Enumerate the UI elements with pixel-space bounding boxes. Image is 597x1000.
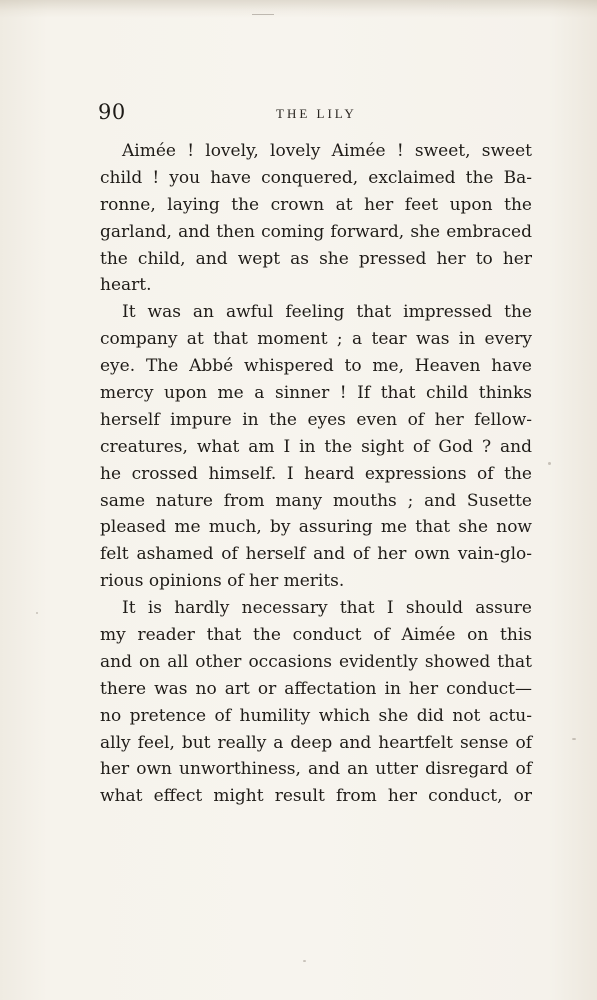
- paper-speck: [36, 612, 38, 614]
- text-line: eye. The Abbé whispered to me, Heaven have: [100, 356, 532, 377]
- text-line: my reader that the conduct of Aimée on this: [100, 625, 532, 646]
- paper-speck: [548, 462, 551, 465]
- text-line: Aimée ! lovely, lovely Aimée ! sweet, sweet: [122, 141, 532, 161]
- text-line: pleased me much, by assuring me that she now: [100, 517, 532, 538]
- text-line: felt ashamed of herself and of her own vain-glo-: [100, 544, 532, 565]
- text-line: It is hardly necessary that I should assure: [122, 598, 532, 619]
- text-line: mercy upon me a sinner ! If that child thinks: [100, 383, 532, 404]
- page-header: [98, 100, 538, 128]
- text-line: ronne, laying the crown at her feet upon the: [100, 194, 532, 215]
- text-line: child ! you have conquered, exclaimed the Ba-: [100, 167, 532, 188]
- text-line: the child, and wept as she pressed her to her: [100, 248, 532, 269]
- text-line: he crossed himself. I heard expressions of the: [100, 463, 532, 484]
- running-head: THE LILY: [276, 106, 357, 121]
- text-line: ally feel, but really a deep and heartfelt sense of: [100, 732, 532, 753]
- text-line: creatures, what am I in the sight of God ? and: [100, 436, 532, 457]
- text-line: garland, and then coming forward, she embraced: [100, 221, 532, 242]
- text-line: and on all other occasions evidently showed that: [100, 651, 532, 672]
- top-ink-mark: [252, 4, 274, 15]
- text-line: heart.: [100, 275, 152, 296]
- text-line: no pretence of humility which she did not actu-: [100, 705, 532, 726]
- text-line: rious opinions of her merits.: [100, 571, 345, 592]
- text-line: her own unworthiness, and an utter disregard of: [100, 759, 532, 780]
- text-line: herself impure in the eyes even of her fellow-: [100, 409, 532, 430]
- text-line: what effect might result from her conduct, or: [100, 786, 532, 807]
- paper-speck: [572, 738, 576, 740]
- text-line: It was an awful feeling that impressed the: [122, 302, 532, 323]
- text-line: company at that moment ; a tear was in every: [100, 329, 532, 350]
- body-text: [100, 138, 532, 810]
- page-number: 90: [98, 100, 126, 124]
- page-top-edge: [0, 0, 597, 18]
- text-line: there was no art or affectation in her conduct—: [100, 678, 532, 699]
- paper-speck: [303, 960, 306, 962]
- text-line: same nature from many mouths ; and Susette: [100, 490, 532, 511]
